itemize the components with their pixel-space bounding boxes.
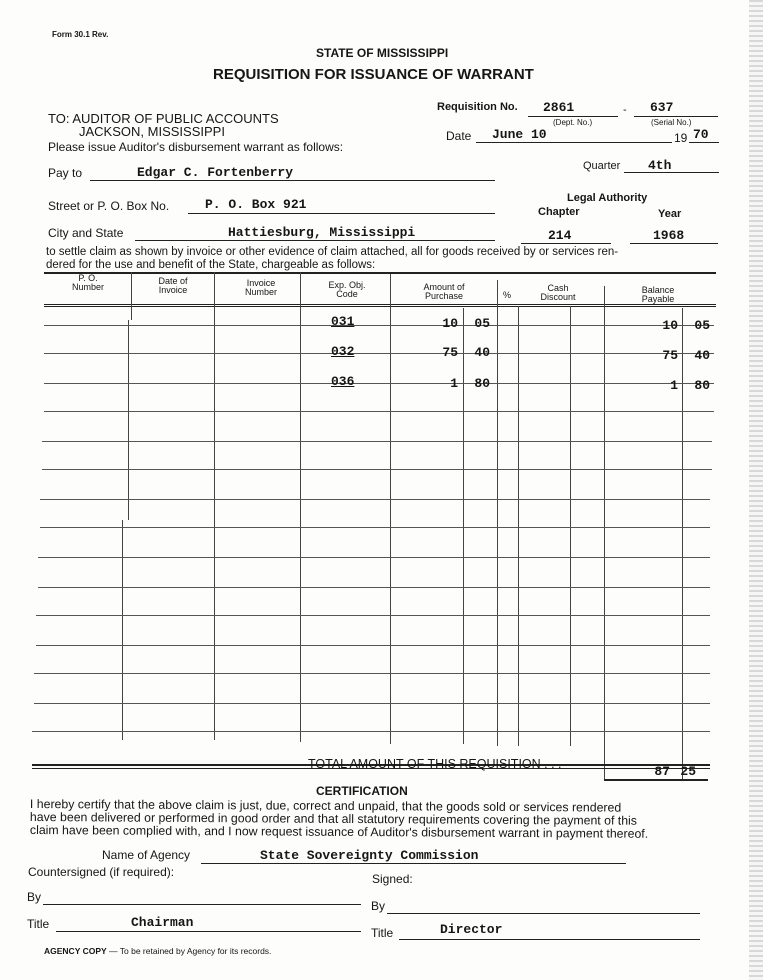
- right-title-value: Director: [440, 922, 503, 937]
- chapter-label: Chapter: [538, 206, 580, 218]
- year-value: 70: [693, 127, 709, 142]
- certification-line-2: have been delivered or performed in good order and that all statutory requirements covering the payment of this: [29, 810, 637, 828]
- row-balance-cents: 40: [694, 348, 710, 363]
- row-amount-cents: 05: [474, 316, 490, 331]
- to-line-1: TO: AUDITOR OF PUBLIC ACCOUNTS: [48, 111, 279, 126]
- form-number: Form 30.1 Rev.: [52, 30, 109, 39]
- header-exp-obj-code: Exp. Obj. Code: [328, 280, 366, 299]
- quarter-label: Quarter: [583, 160, 621, 172]
- row-code: 036: [331, 374, 355, 389]
- header-invoice-number: Invoice Number: [244, 278, 277, 297]
- header-cash-discount: Cash Discount: [540, 283, 576, 302]
- street-value: P. O. Box 921: [205, 197, 307, 212]
- city-value: Hattiesburg, Mississippi: [228, 225, 416, 240]
- footer-note: [44, 946, 271, 956]
- state-heading: STATE OF MISSISSIPPI: [316, 46, 449, 60]
- footer-agency-copy: AGENCY COPY: [44, 946, 107, 956]
- legal-year-value: 1968: [653, 228, 685, 243]
- total-label: TOTAL AMOUNT OF THIS REQUISITION . . .: [308, 757, 562, 771]
- footer-retained: — To be retained by Agency for its records.: [109, 946, 272, 956]
- quarter-value: 4th: [648, 158, 672, 173]
- right-by-label: By: [371, 899, 386, 913]
- legal-authority-label: Legal Authority: [567, 192, 648, 204]
- certification-heading: CERTIFICATION: [316, 784, 408, 798]
- row-balance-cents: 05: [694, 318, 710, 333]
- row-balance-dollars: 75: [662, 348, 678, 363]
- left-title-value: Chairman: [131, 915, 194, 930]
- row-code: 031: [331, 314, 355, 329]
- year-prefix: 19: [674, 131, 688, 145]
- row-amount-cents: 40: [474, 345, 490, 360]
- left-title-label: Title: [27, 917, 50, 931]
- total-cents: 25: [680, 764, 696, 779]
- certification-line-1: I hereby certify that the above claim is just, due, correct and unpaid, that the goods sold or services rendered: [29, 797, 622, 815]
- agency-value: State Sovereignty Commission: [260, 848, 479, 863]
- date-value: June 10: [492, 127, 547, 142]
- signed-label: Signed:: [372, 872, 413, 886]
- street-label: Street or P. O. Box No.: [48, 199, 170, 213]
- scan-edge: [749, 0, 763, 980]
- date-label: Date: [446, 129, 472, 143]
- total-dollars: 87: [654, 764, 670, 779]
- dept-no-label: (Dept. No.): [553, 118, 593, 127]
- certification-line-3: claim have been complied with, and I now request issuance of Auditor's disbursement warrant in payment thereof.: [29, 823, 649, 841]
- city-label: City and State: [48, 226, 124, 240]
- header-date-of-invoice: Date of Invoice: [158, 276, 188, 295]
- row-balance-cents: 80: [694, 378, 710, 393]
- serial-no-label: (Serial No.): [651, 118, 692, 127]
- settle-line-1: to settle claim as shown by invoice or other evidence of claim attached, all for goods received by or services ren-: [46, 246, 619, 258]
- year-label: Year: [658, 208, 682, 220]
- row-amount-dollars: 75: [442, 345, 458, 360]
- header-po-number: P. O. Number: [71, 273, 104, 292]
- requisition-label: Requisition No.: [437, 101, 518, 113]
- dept-no-value: 2861: [543, 100, 575, 115]
- header-amount-of-purchase: Amount of Purchase: [423, 282, 465, 301]
- header-percent: %: [502, 290, 511, 300]
- please-issue: Please issue Auditor's disbursement warrant as follows:: [48, 140, 344, 154]
- row-amount-dollars: 10: [442, 316, 458, 331]
- countersigned-label: Countersigned (if required):: [28, 865, 175, 879]
- to-line-2: JACKSON, MISSISSIPPI: [79, 124, 225, 139]
- row-amount-dollars: 1: [450, 376, 458, 391]
- pay-to-label: Pay to: [48, 166, 83, 180]
- row-balance-dollars: 10: [662, 318, 678, 333]
- header-balance-payable: Balance Payable: [641, 285, 675, 304]
- serial-no-value: 637: [650, 100, 674, 115]
- row-code: 032: [331, 344, 355, 359]
- chapter-value: 214: [548, 228, 572, 243]
- row-amount-cents: 80: [474, 376, 490, 391]
- settle-line-2: dered for the use and benefit of the State, chargeable as follows:: [46, 259, 376, 271]
- row-balance-dollars: 1: [670, 378, 678, 393]
- left-by-label: By: [27, 890, 42, 904]
- requisition-dash: -: [623, 104, 627, 116]
- pay-to-value: Edgar C. Fortenberry: [137, 165, 294, 180]
- agency-label: Name of Agency: [102, 848, 191, 862]
- form-title: REQUISITION FOR ISSUANCE OF WARRANT: [213, 66, 534, 83]
- right-title-label: Title: [371, 926, 394, 940]
